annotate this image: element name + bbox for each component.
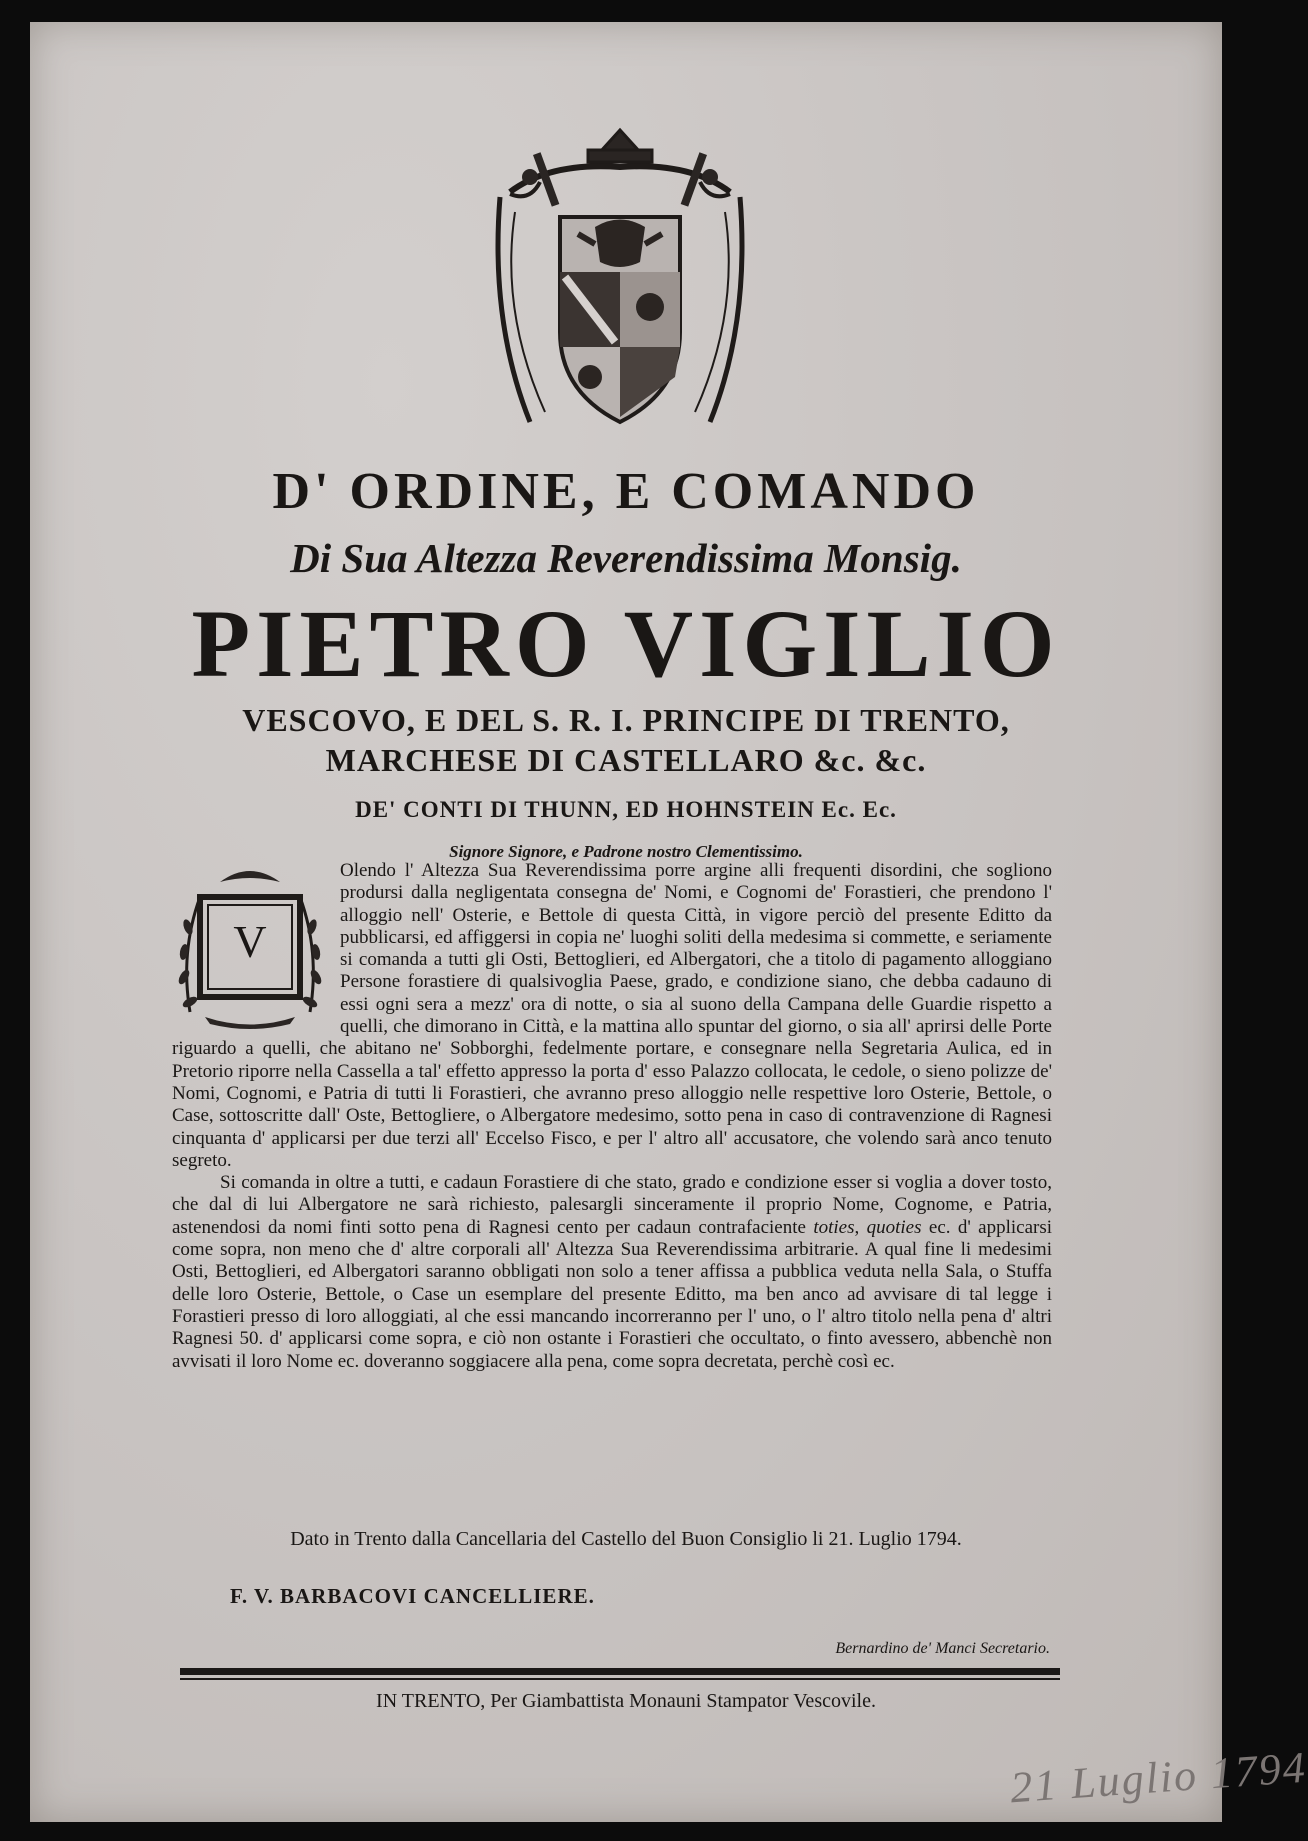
issuer-title-1: VESCOVO, E DEL S. R. I. PRINCIPE DI TRENTO, (242, 702, 1010, 738)
decree-heading: D' ORDINE, E COMANDO (272, 463, 980, 520)
divider-rule (180, 1668, 1060, 1675)
secretary-signature: Bernardino de' Manci Secretario. (835, 1640, 1050, 1657)
edict-paragraph-1: Olendo l' Altezza Sua Reverendissima porre argine alli frequenti disordini, che sogliono prodursi dalla negligentata consegna de' Nomi, e Cognomi de' Forastieri, che prendono l' alloggio nell' Osterie, e Bettole di questa Città, in vigore perciò del presente Editto da pubblicarsi, ed affiggersi in copia ne' luoghi soliti della medesima si commette, e seriamente si comanda a tutti gli Osti, Bettoglieri, ed Albergatori, che a titolo di pagamento alloggiano Persone forastiere di qualsivoglia Paese, grado, e condizione siano, che debba cadauno di essi ogni sera a mezz' ora di notte, o sia al suono della Campana delle Guardie rispetto a quelli, che dimorano in Città, e la mattina allo spuntar del giorno, o sia all' aprirsi delle Porte riguardo a quelli, che abitano ne' Sobborghi, fedelmente portare, e consegnare nella Segretaria Aulica, ed in Pretorio riporre nella Cassella a tal' effetto appresso la porta d' esso Palazzo collocata, le cedole, o sieno polizze de' Nomi, Cognomi, e Patria di tutti li Forastieri, che avranno preso alloggio nelle respettive loro Osterie, Bettole, o Case, sottoscritte dall' Oste, Bettogliere, o Albergatore medesimo, sotto pena in caso di contravenzione di Ragnesi cinquanta d' applicarsi per due terzi all' Eccelso Fisco, e per l' altro all' accusatore, che volendo sarà anco tenuto segreto. (172, 860, 1052, 1171)
edict-sheet (30, 22, 1308, 1822)
divider-rule-thin (180, 1678, 1060, 1680)
handwritten-date: 21 Luglio 1794 (1008, 1742, 1308, 1813)
issuer-title-3: DE' CONTI DI THUNN, ED HOHNSTEIN Ec. Ec. (355, 797, 897, 822)
initial-letter: V (233, 916, 267, 967)
issuer-name: PIETRO VIGILIO (191, 590, 1061, 697)
decorated-initial (170, 862, 330, 1032)
issuer-title-2: MARCHESE DI CASTELLARO &c. &c. (325, 742, 927, 778)
edict-paragraph-2: Si comanda in oltre a tutti, e cadaun Forastiere di che stato, grado e condizione esser si voglia a dover tosto, che dal di lui Albergatore ne sarà richiesto, palesargli sinceramente il proprio Nome, Cognome, e Patria, astenendosi da nomi finti sotto pena di Ragnesi cento per cadaun contrafaciente toties, quoties ec. d' applicarsi come sopra, non meno che d' altre corporali all' Altezza Sua Reverendissima arbitrarie. A qual fine li medesimi Osti, Bettoglieri, ed Albergatori saranno obbligati non solo a tener affissa a pubblica veduta nella Sala, o Stuffa delle loro Osterie, Bettole, o Case un esemplare del presente Editto, ma ben anco ad avvisare di tal legge i Forastieri presso di loro alloggiati, al che essi mancando incorreranno per l' uno, o l' altro titolo nella pena d' altri Ragnesi 50. d' applicarsi come sopra, e ciò non ostante i Forastieri che occultato, o finto avessero, abbenchè non avvisati il loro Nome ec. doveranno soggiacere alla pena, come sopra decretata, perchè così ec. (172, 1172, 1053, 1372)
paragraph-2-part-a: Si comanda in oltre a tutti, e cadaun Forastiere di che stato, grado e condizione esser si voglia a dover tosto, che dal di lui Albergatore ne sarà richiesto, palesargli sinceramente il proprio Nome, Cognome, e Patria, astenendosi da nomi finti sotto pena di Ragnesi cento per cadaun contrafaciente (172, 1172, 1052, 1238)
date-line: Dato in Trento dalla Cancellaria del Castello del Buon Consiglio li 21. Luglio 1794. (290, 1528, 962, 1550)
printer-imprint: IN TRENTO, Per Giambattista Monauni Stampator Vescovile. (376, 1690, 876, 1712)
salutation-line: Signore Signore, e Padrone nostro Clementissimo. (449, 842, 803, 861)
paragraph-2-part-b: ec. d' applicarsi come sopra, non meno che d' altre corporali all' Altezza Sua Reverendissima arbitrarie. A qual fine li medesimi Osti, Bettoglieri, ed Albergatori saranno obbligati non solo a tener affissa a pubblica veduta nella Sala, o Stuffa delle loro Osterie, Bettole, o Case un esemplare del presente Editto, ma ben anco ad avvisare di tal legge i Forastieri presso di loro alloggiati, al che essi mancando incorreranno per l' uno, o l' altro titolo nella pena d' altri Ragnesi 50. d' applicarsi come sopra, e ciò non ostante i Forastieri che occultato, o finto avessero, abbenchè non avvisati il loro Nome ec. doveranno soggiacere alla pena, come sopra decretata, perchè così ec. (172, 1216, 1053, 1372)
chancellor-signature: F. V. BARBACOVI CANCELLIERE. (230, 1584, 595, 1608)
term-quoties: quoties (866, 1216, 922, 1238)
term-toties: toties (813, 1216, 855, 1238)
authority-line: Di Sua Altezza Reverendissima Monsig. (290, 535, 962, 581)
coat-of-arms-emblem (470, 122, 770, 452)
